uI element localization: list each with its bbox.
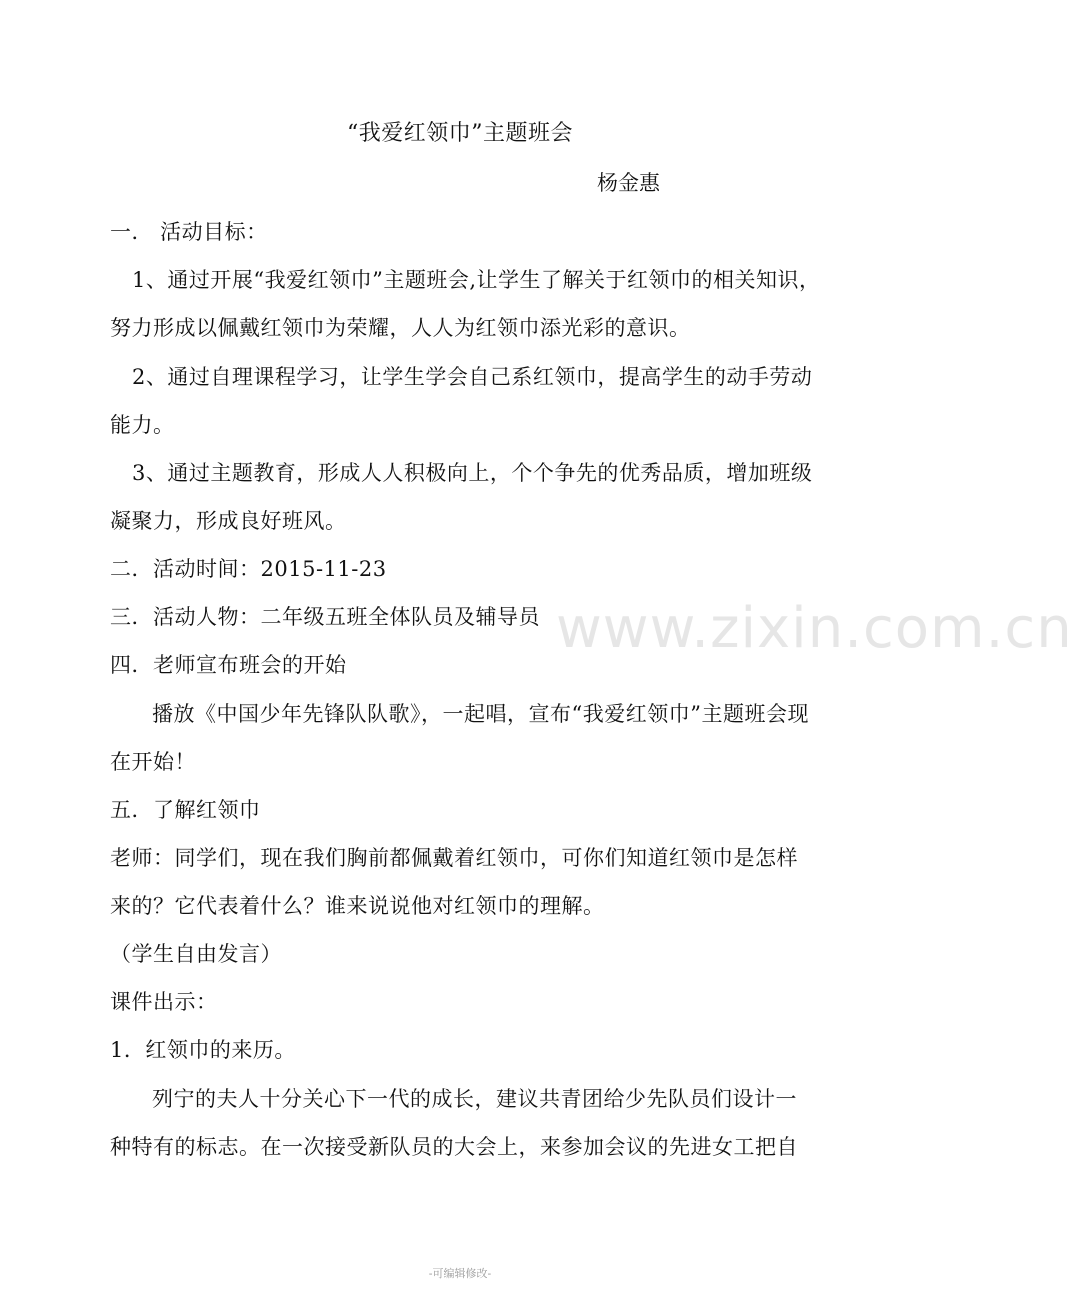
paragraph-line: 播放《中国少年先锋队队歌》，一起唱，宣布“我爱红领巾”主题班会现	[152, 702, 809, 726]
paragraph-line: 来的？它代表着什么？谁来说说他对红领巾的理解。	[110, 894, 605, 918]
paragraph-line: 课件出示：	[110, 990, 218, 1014]
section-heading-goals: 一． 活动目标：	[110, 220, 268, 244]
author-name: 杨金惠	[597, 171, 660, 195]
section-heading-people: 三．活动人物：二年级五班全体队员及辅导员	[110, 605, 540, 629]
section-heading-time: 二．活动时间：2015-11-23	[110, 557, 387, 581]
paragraph-line: 凝聚力，形成良好班风。	[110, 509, 347, 533]
paragraph-line: （学生自由发言）	[110, 942, 282, 966]
paragraph-line: 种特有的标志。在一次接受新队员的大会上，来参加会议的先进女工把自	[110, 1135, 798, 1159]
paragraph-line: 能力。	[110, 413, 175, 437]
paragraph-line: 2、通过自理课程学习，让学生学会自己系红领巾，提高学生的动手劳动	[132, 365, 813, 389]
section-heading-understand: 五．了解红领巾	[110, 798, 261, 822]
paragraph-line: 老师：同学们，现在我们胸前都佩戴着红领巾，可你们知道红领巾是怎样	[110, 846, 798, 870]
paragraph-line: 努力形成以佩戴红领巾为荣耀，人人为红领巾添光彩的意识。	[110, 316, 691, 340]
paragraph-line: 列宁的夫人十分关心下一代的成长，建议共青团给少先队员们设计一	[152, 1087, 797, 1111]
section-heading-start: 四．老师宣布班会的开始	[110, 653, 347, 677]
paragraph-line: 1、通过开展“我爱红领巾”主题班会,让学生了解关于红领巾的相关知识，	[132, 268, 821, 292]
paragraph-line: 3、通过主题教育，形成人人积极向上，个个争先的优秀品质，增加班级	[132, 461, 813, 485]
document-title: “我爱红领巾”主题班会	[347, 121, 573, 146]
paragraph-line: 在开始！	[110, 750, 196, 774]
watermark: www.zixin.com.cn	[556, 596, 1073, 661]
page-footer: -可编辑修改-	[428, 1267, 492, 1280]
subsection-heading: 1．红领巾的来历。	[110, 1038, 296, 1062]
